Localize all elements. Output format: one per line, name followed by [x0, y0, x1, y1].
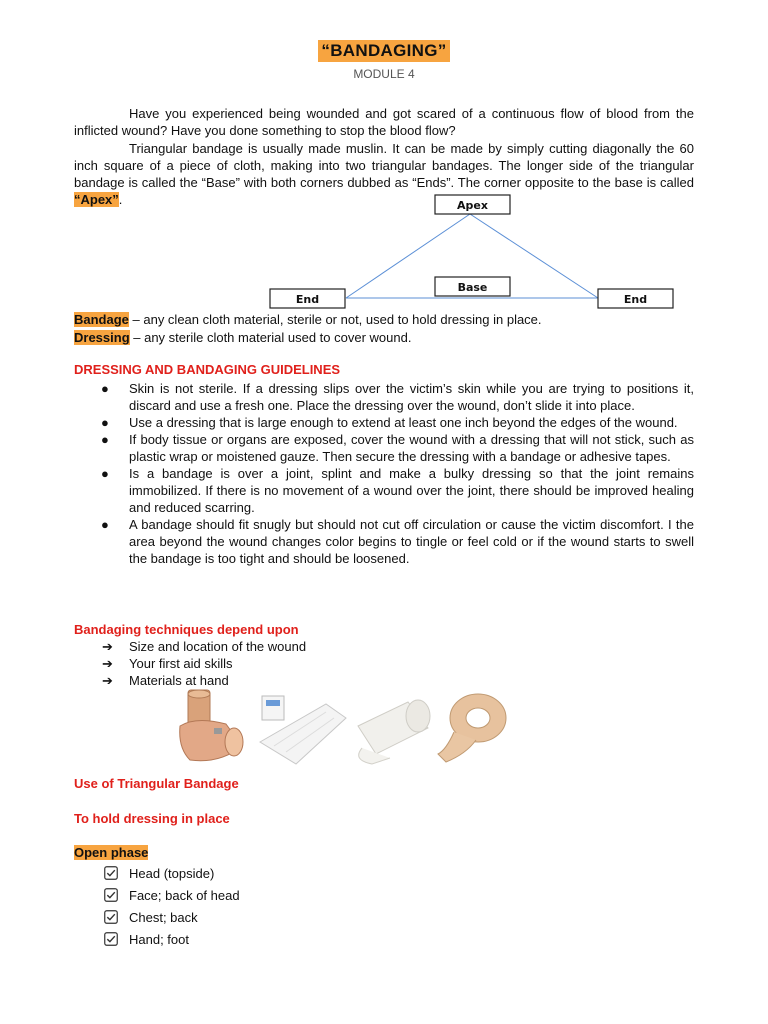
list-item: Chest; back: [74, 909, 240, 931]
triangular-bandage-diagram: [268, 192, 678, 312]
intro-paragraph-1: Have you experienced being wounded and got scared of a continuous flow of blood from the inflicted wound? Have you done something to stop the blood flow?: [74, 106, 694, 138]
module-label: MODULE 4: [353, 67, 415, 81]
apex-label: Apex: [457, 199, 488, 212]
list-item: ● A bandage should fit snugly but should not cut off circulation or cause the victim discomfort. I the area beyond the wound changes color begins to tingle or feel cold or if the wound starts to swell the bandage is too tight and should be loosened.: [101, 517, 694, 566]
gauze-roll-image: [358, 700, 430, 764]
techniques-list: [74, 638, 306, 689]
list-item: ● If body tissue or organs are exposed, cover the wound with a dressing that will not stick, such as plastic wrap or moistened gauze. Then secure the dressing with a bandage or adhesive tapes.: [101, 432, 694, 464]
guidelines-heading: DRESSING AND BANDAGING GUIDELINES: [74, 362, 341, 377]
end-right-label: End: [623, 293, 648, 306]
elastic-bandage-roll-image: [180, 690, 243, 761]
list-item: Head (topside): [74, 865, 240, 887]
list-item: Face; back of head: [74, 887, 240, 909]
use-triangular-heading: Use of Triangular Bandage: [74, 776, 239, 791]
end-right-box: [598, 289, 673, 308]
end-left-box: [270, 289, 345, 308]
apex-box: [435, 195, 510, 214]
checkbox-checked-icon: [104, 932, 118, 946]
open-phase-list: [74, 865, 240, 953]
open-phase-heading: Open phase: [74, 845, 149, 860]
definition-bandage: Bandage – any clean cloth material, sterile or not, used to hold dressing in place.: [74, 312, 542, 327]
guidelines-list: [74, 380, 694, 567]
apex-highlight: “Apex”: [74, 192, 119, 207]
triangular-bandage-pack-image: [260, 696, 346, 764]
page-title: “BANDAGING”: [318, 40, 449, 62]
checkbox-checked-icon: [104, 910, 118, 924]
checkbox-checked-icon: [104, 888, 118, 902]
list-item: ➔ Materials at hand: [102, 673, 229, 688]
list-item: ● Is a bandage is over a joint, splint and make a bulky dressing so that the joint remains immobilized. If there is no movement of a wound over the joint, there should be improved healing and reduced scarring.: [101, 466, 694, 515]
bandage-materials-images: [176, 688, 510, 770]
intro-paragraph-2: Triangular bandage is usually made muslin. It can be made by simply cutting diagonally the 60 inch square of a piece of cloth, making into two triangular bandages. The longer side of the triangular bandage is called the “Base” with both corners dubbed as “Ends”. The corner opposite to the base is called “Apex”.: [74, 141, 694, 207]
checkbox-checked-icon: [104, 866, 118, 880]
tubular-bandage-image: [438, 694, 506, 762]
base-label: Base: [457, 281, 488, 294]
arrow-icon: ➔: [102, 639, 113, 654]
list-item: ➔ Size and location of the wound: [102, 639, 307, 654]
base-box: [435, 277, 510, 296]
arrow-icon: ➔: [102, 673, 113, 688]
end-left-label: End: [295, 293, 320, 306]
list-item: ● Use a dressing that is large enough to extend at least one inch beyond the edges of the wound.: [101, 415, 678, 430]
definition-dressing: Dressing – any sterile cloth material used to cover wound.: [74, 330, 412, 345]
hold-dressing-heading: To hold dressing in place: [74, 811, 230, 826]
list-item: Hand; foot: [74, 931, 240, 953]
list-item: ● Skin is not sterile. If a dressing slips over the victim’s skin while you are trying to positions it, discard and use a fresh one. Place the dressing over the wound, don’t slide it into place.: [101, 381, 694, 413]
list-item: ➔ Your first aid skills: [102, 656, 233, 671]
techniques-heading: Bandaging techniques depend upon: [74, 622, 299, 637]
arrow-icon: ➔: [102, 656, 113, 671]
